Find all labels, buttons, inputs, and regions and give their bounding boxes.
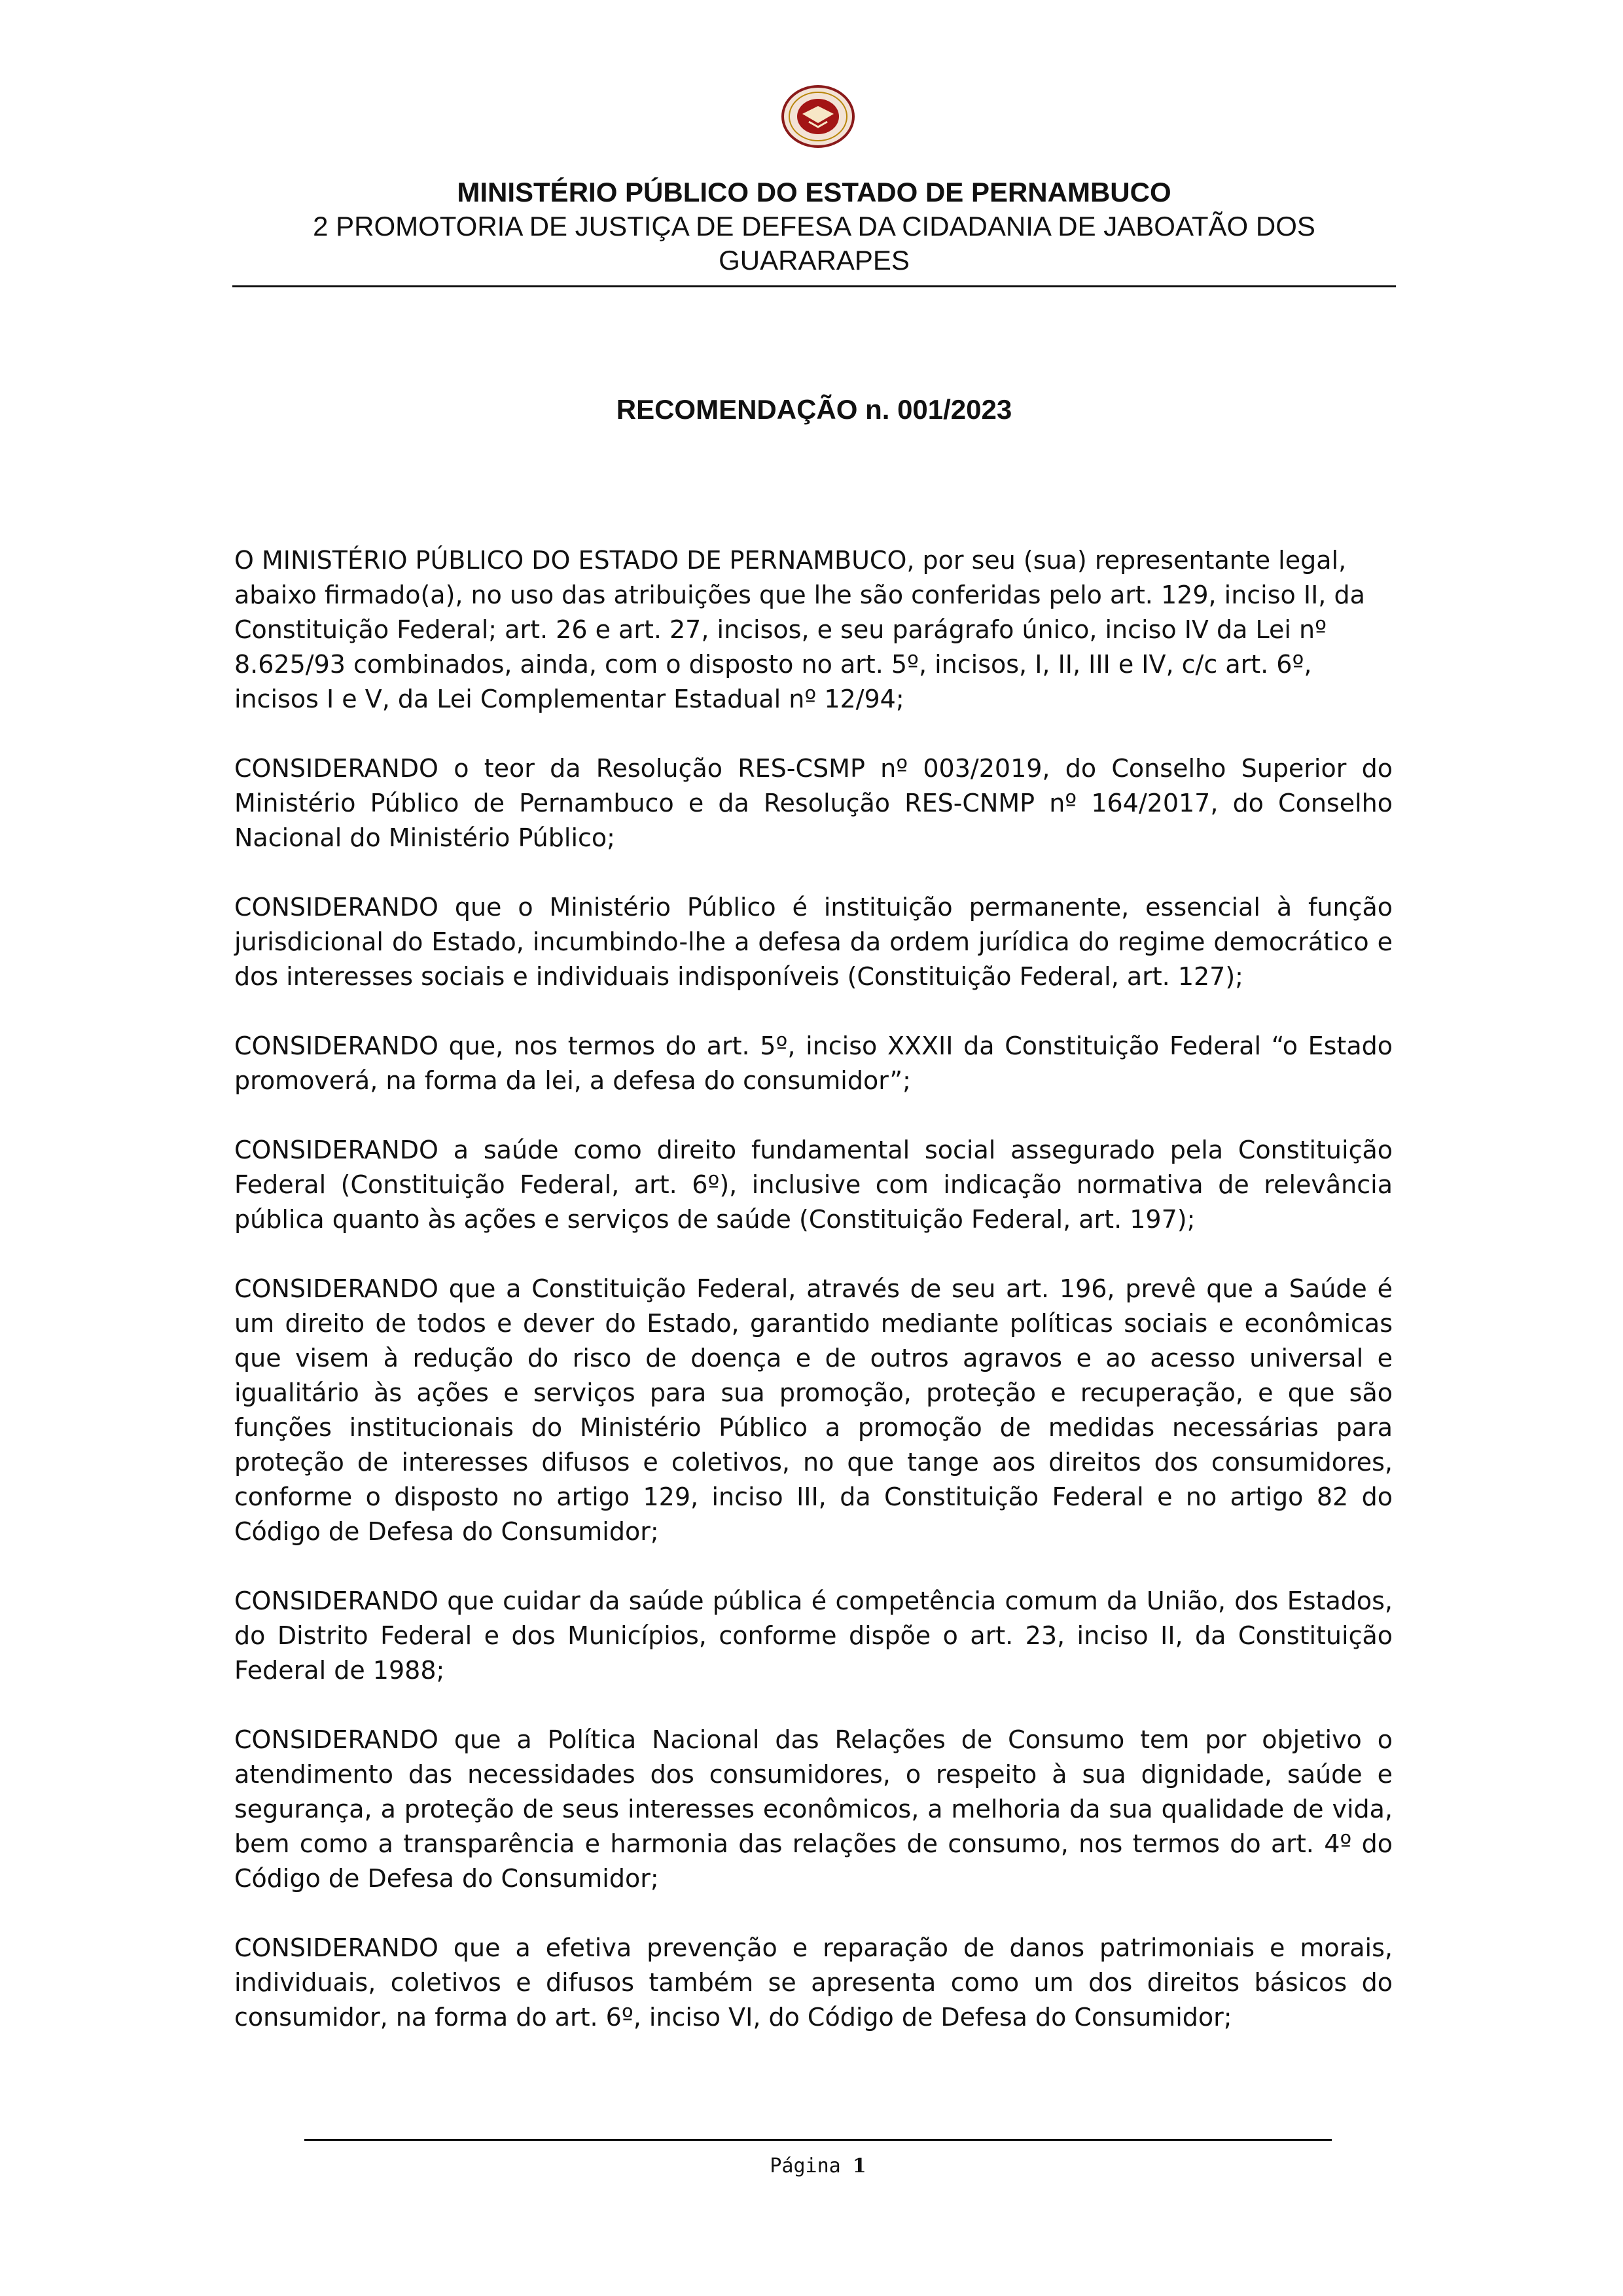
letterhead	[232, 175, 1396, 278]
unit-name-line-2: GUARARAPES	[719, 245, 910, 276]
considerando-paragraph: CONSIDERANDO que a efetiva prevenção e reparação de danos patrimoniais e morais, individuais, coletivos e difusos também se apresenta como um dos direitos básicos do consumidor, na forma do art. 6º, inciso VI, do Código de Defesa do Consumidor;	[234, 1933, 1393, 2032]
header-divider	[232, 285, 1396, 287]
ministerio-publico-seal-icon	[780, 84, 856, 149]
considerando-paragraph: CONSIDERANDO que cuidar da saúde pública é competência comum da União, dos Estados, do Distrito Federal e dos Municípios, conforme dispõe o art. 23, inciso II, da Constituição Federal de 1988;	[234, 1587, 1393, 1685]
organization-name: MINISTÉRIO PÚBLICO DO ESTADO DE PERNAMBUCO	[457, 177, 1171, 207]
considerando-paragraph: CONSIDERANDO que a Constituição Federal, através de seu art. 196, prevê que a Saúde é um direito de todos e dever do Estado, garantido mediante políticas sociais e econômicas que visem à redução do risco de doença e de outros agravos e ao acesso universal e igualitário às ações e serviços para sua promoção, proteção e recuperação, e que são funções institucionais do Ministério Público a promoção de medidas necessárias para proteção de interesses difusos e coletivos, no que tange aos direitos dos consumidores, conforme o disposto no artigo 129, inciso III, da Constituição Federal e no artigo 82 do Código de Defesa do Consumidor;	[234, 1274, 1393, 1546]
considerando-paragraph: CONSIDERANDO a saúde como direito fundamental social assegurado pela Constituição Federal (Constituição Federal, art. 6º), inclusive com indicação normativa de relevância pública quanto às ações e serviços de saúde (Constituição Federal, art. 197);	[234, 1136, 1393, 1234]
page-label: Página	[770, 2155, 841, 2178]
considerando-paragraph: CONSIDERANDO que a Política Nacional das Relações de Consumo tem por objetivo o atendimento das necessidades dos consumidores, o respeito à sua dignidade, saúde e segurança, a proteção de seus interesses econômicos, a melhoria da sua qualidade de vida, bem como a transparência e harmonia das relações de consumo, nos termos do art. 4º do Código de Defesa do Consumidor;	[234, 1725, 1393, 1893]
unit-name-line-1: 2 PROMOTORIA DE JUSTIÇA DE DEFESA DA CIDADANIA DE JABOATÃO DOS	[313, 211, 1315, 242]
considerando-paragraph: CONSIDERANDO que, nos termos do art. 5º, inciso XXXII da Constituição Federal “o Estado promoverá, na forma da lei, a defesa do consumidor”;	[234, 1031, 1393, 1095]
page-footer	[304, 2153, 1332, 2179]
document-title: RECOMENDAÇÃO n. 001/2023	[616, 394, 1012, 425]
document-body	[234, 543, 1393, 2070]
considerando-paragraph: CONSIDERANDO que o Ministério Público é instituição permanente, essencial à função jurisdicional do Estado, incumbindo-lhe a defesa da ordem jurídica do regime democrático e dos interesses sociais e individuais indisponíveis (Constituição Federal, art. 127);	[234, 893, 1393, 991]
footer-divider	[304, 2139, 1332, 2141]
considerando-paragraph: CONSIDERANDO o teor da Resolução RES-CSMP nº 003/2019, do Conselho Superior do Ministério Público de Pernambuco e da Resolução RES-CNMP nº 164/2017, do Conselho Nacional do Ministério Público;	[234, 754, 1393, 852]
preamble-paragraph: O MINISTÉRIO PÚBLICO DO ESTADO DE PERNAMBUCO, por seu (sua) representante legal, abaixo firmado(a), no uso das atribuições que lhe são conferidas pelo art. 129, inciso II, da Constituição Federal; art. 26 e art. 27, incisos, e seu parágrafo único, inciso IV da Lei nº 8.625/93 combinados, ainda, com o disposto no art. 5º, incisos, I, II, III e IV, c/c art. 6º, incisos I e V, da Lei Complementar Estadual nº 12/94;	[234, 546, 1365, 713]
page-number: 1	[852, 2155, 866, 2178]
